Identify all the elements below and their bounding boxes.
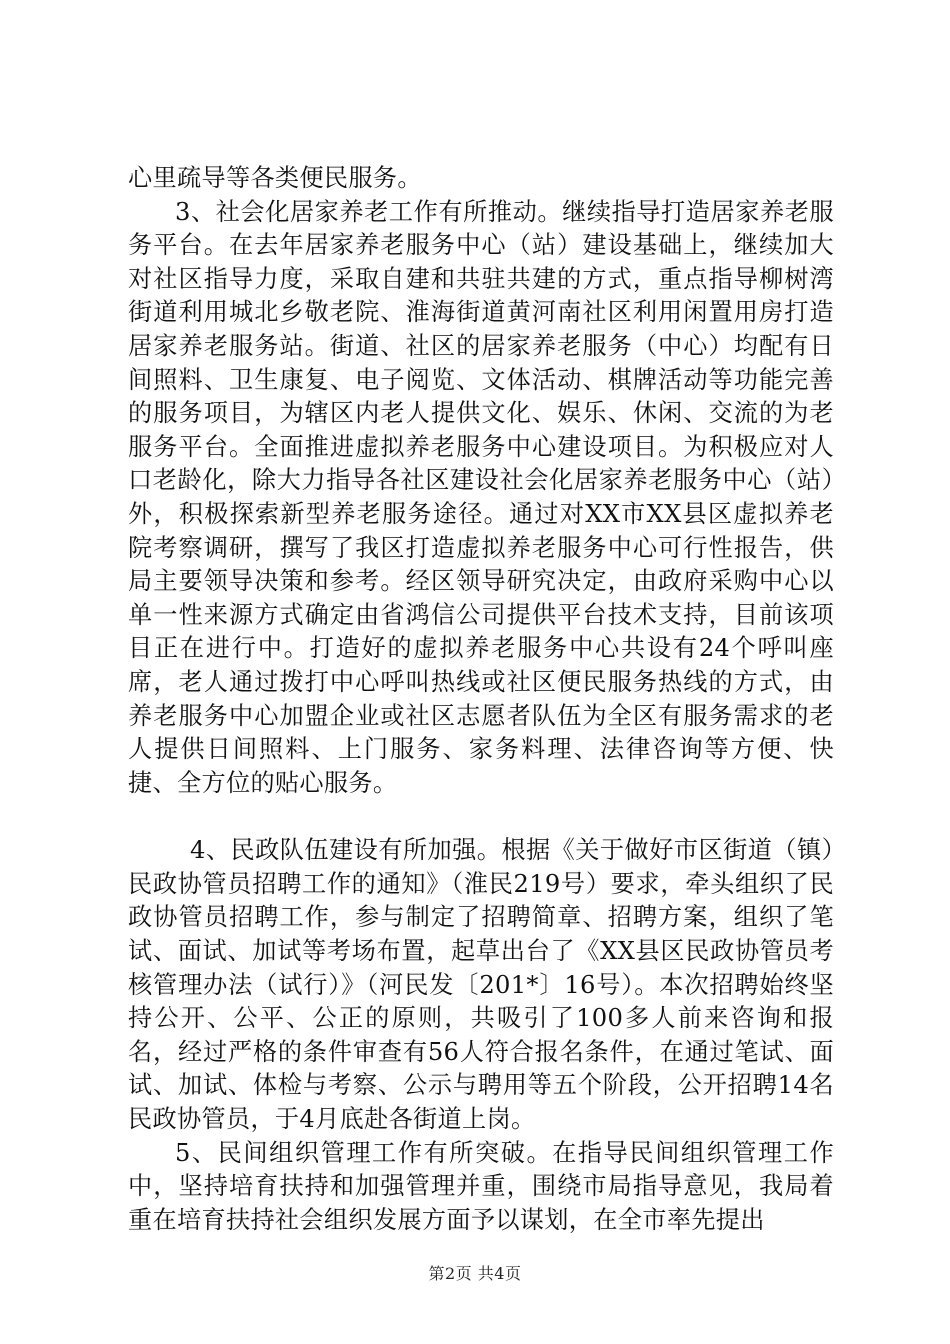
document-body [128,162,834,1237]
paragraph-civil-organizations: 5、民间组织管理工作有所突破。在指导民间组织管理工作中，坚持培育扶持和加强管理并重，围绕市局指导意见，我局着重在培育扶持社会组织发展方面予以谋划，在全市率先提出 [128,1138,834,1234]
paragraph-civil-affairs-team: 4、民政队伍建设有所加强。根据《关于做好市区街道（镇）民政协管员招聘工作的通知》（淮民219号）要求，牵头组织了民政协管员招聘工作，参与制定了招聘简章、招聘方案，组织了笔试、面试、加试等考场布置，起草出台了《XX县区民政协管员考核管理办法（试行）》（河民发〔201*〕16号）。本次招聘始终坚持公开、公平、公正的原则，共吸引了100多人前来咨询和报名，经过严格的条件审查有56人符合报名条件，在通过笔试、面试、加试、体检与考察、公示与聘用等五个阶段，公开招聘14名民政协管员，于4月底赴各街道上岗。 [128,836,834,1134]
paragraph-home-elderly-care: 3、社会化居家养老工作有所推动。继续指导打造居家养老服务平台。在去年居家养老服务中心（站）建设基础上，继续加大对社区指导力度，采取自建和共驻共建的方式，重点指导柳树湾街道利用城北乡敬老院、淮海街道黄河南社区利用闲置用房打造居家养老服务站。街道、社区的居家养老服务（中心）均配有日间照料、卫生康复、电子阅览、文体活动、棋牌活动等功能完善的服务项目，为辖区内老人提供文化、娱乐、休闲、交流的为老服务平台。全面推进虚拟养老服务中心建设项目。为积极应对人口老龄化，除大力指导各社区建设社会化居家养老服务中心（站）外，积极探索新型养老服务途径。通过对XX市XX县区虚拟养老院考察调研，撰写了我区打造虚拟养老服务中心可行性报告，供局主要领导决策和参考。经区领导研究决定，由政府采购中心以单一性来源方式确定由省鸿信公司提供平台技术支持，目前该项目正在进行中。打造好的虚拟养老服务中心共设有24个呼叫座席，老人通过拨打中心呼叫热线或社区便民服务热线的方式，由养老服务中心加盟企业或社区志愿者队伍为全区有服务需求的老人提供日间照料、上门服务、家务料理、法律咨询等方便、快捷、全方位的贴心服务。 [128,197,834,797]
paragraph-continuation: 心里疏导等各类便民服务。 [128,164,422,192]
page-footer: 第2页 共4页 [428,1264,522,1283]
